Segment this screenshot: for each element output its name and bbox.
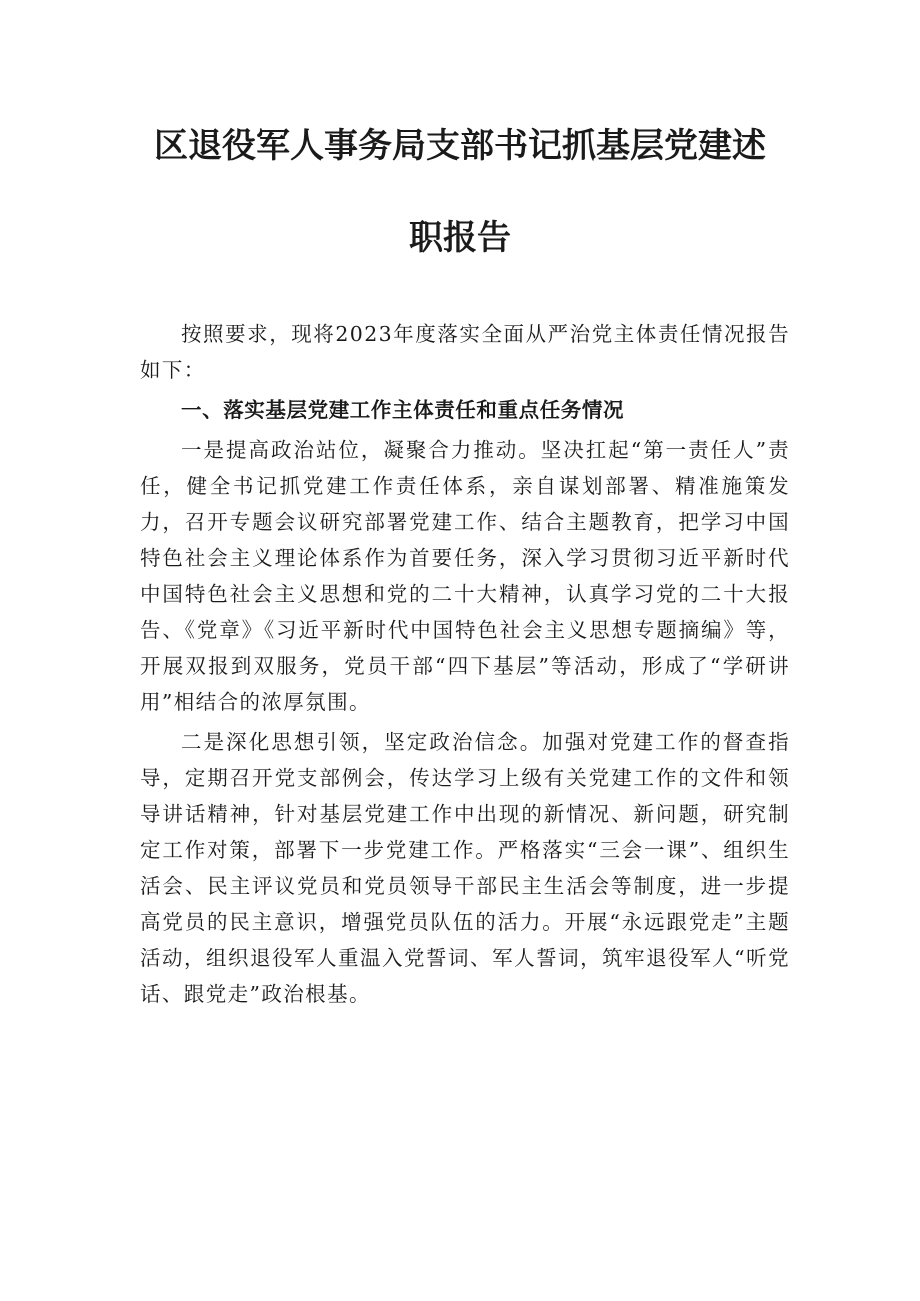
intro-paragraph: 按照要求，现将2023年度落实全面从严治党主体责任情况报告如下： [140, 322, 790, 382]
section-heading-1: 一、落实基层党建工作主体责任和重点任务情况 [181, 398, 625, 422]
document-title-line1: 区退役军人事务局支部书记抓基层党建述 [154, 126, 766, 166]
body-paragraph-2: 二是深化思想引领，坚定政治信念。加强对党建工作的督查指导，定期召开党支部例会，传达学习上级有关党建工作的文件和领导讲话精神，针对基层党建工作中出现的新情况、新问题，研究制定工作对策，部署下一步党建工作。严格落实“三会一课”、组织生活会、民主评议党员和党员领导干部民主生活会等制度，进一步提高党员的民主意识，增强党员队伍的活力。开展“永远跟党走”主题活动，组织退役军人重温入党誓词、军人誓词，筑牢退役军人“听党话、跟党走”政治根基。 [140, 730, 790, 1006]
document-title-line2: 职报告 [409, 218, 511, 258]
body-paragraph-1: 一是提高政治站位，凝聚合力推动。坚决扛起“第一责任人”责任，健全书记抓党建工作责任体系，亲自谋划部署、精准施策发力，召开专题会议研究部署党建工作、结合主题教育，把学习中国特色社会主义理论体系作为首要任务，深入学习贯彻习近平新时代中国特色社会主义思想和党的二十大精神，认真学习党的二十大报告、《党章》《习近平新时代中国特色社会主义思想专题摘编》等，开展双报到双服务，党员干部“四下基层”等活动，形成了“学研讲用”相结合的浓厚氛围。 [140, 438, 790, 714]
document-body [140, 316, 790, 1012]
